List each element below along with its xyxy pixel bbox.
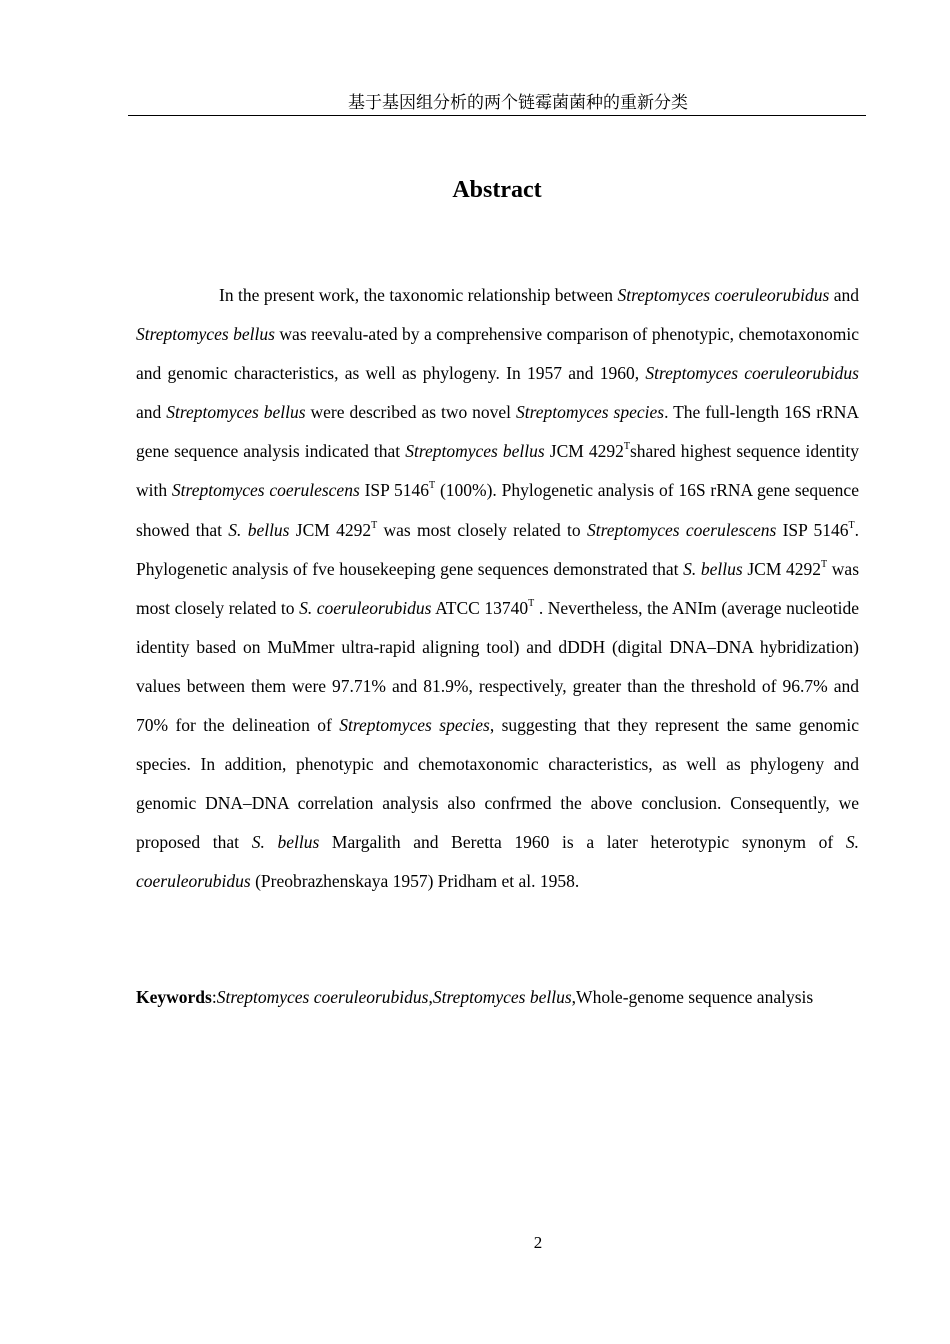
abstract-text: JCM 4292 (289, 519, 372, 540)
species-name: S. coeruleorubidus (299, 597, 432, 618)
running-header (128, 91, 866, 116)
abstract-text: ATCC 13740 (431, 597, 529, 618)
type-strain-superscript: T (821, 558, 828, 570)
running-title: 基于基因组分析的两个链霉菌菌种的重新分类 (348, 93, 688, 113)
type-strain-superscript: T (528, 597, 535, 609)
species-name: Streptomyces bellus (405, 441, 545, 462)
abstract-text: ISP 5146 (776, 519, 849, 540)
species-name: Streptomyces species (339, 715, 490, 736)
abstract-text: shared highest sequence identity with (136, 441, 859, 501)
abstract-text: (Preobrazhenskaya 1957) Pridham et al. 1958. (250, 871, 580, 892)
keywords-colon: : (211, 987, 217, 1007)
type-strain-superscript: T (848, 519, 855, 531)
keyword-item: ,Whole-genome sequence analysis (571, 987, 814, 1007)
abstract-text: In the present work, the taxonomic relationship between (219, 285, 618, 305)
species-name: S. bellus (251, 832, 320, 853)
abstract-text: . Nevertheless, the ANIm (average nucleotide identity based on MuMmer ultra-rapid aligning tool) and dDDH (digital DNA–DNA hybridization) values between them were 97.71% and 81.9%, respectively, greater than the threshold of 96.7% and 70% for the delineation of (136, 597, 859, 736)
species-name: Streptomyces bellus (136, 324, 275, 345)
keywords-label: Keywords (136, 987, 212, 1007)
abstract-text: was reevalu-ated by a comprehensive comparison of phenotypic, chemotaxonomic and genomic characteristics, as well as phylogeny. In 1957 and 1960, (136, 324, 859, 384)
abstract-text: and (136, 402, 167, 423)
abstract-text: ISP 5146 (359, 480, 430, 501)
species-name: Streptomyces coeruleorubidus (617, 285, 830, 305)
page-number: 2 (533, 1233, 543, 1252)
species-name: S. bellus (228, 519, 290, 540)
type-strain-superscript: T (623, 441, 630, 453)
keyword-item: Streptomyces coeruleorubidus (216, 987, 429, 1007)
species-name: Streptomyces species (515, 402, 665, 423)
species-name: S. bellus (683, 558, 743, 579)
type-strain-superscript: T (371, 519, 378, 531)
keywords-line (136, 978, 859, 1017)
species-name: S. coeruleorubidus (136, 832, 859, 892)
abstract-paragraph (136, 276, 859, 902)
abstract-text: were described as two novel (305, 402, 516, 423)
keyword-item: Streptomyces bellus (432, 987, 572, 1007)
abstract-text: (100%). Phylogenetic analysis of 16S rRNA gene sequence showed that (136, 480, 859, 540)
abstract-text: JCM 4292 (544, 441, 624, 462)
abstract-text: . Phylogenetic analysis of fve housekeeping gene sequences demonstrated that (136, 519, 859, 579)
abstract-text: and (829, 285, 859, 305)
type-strain-superscript: T (429, 480, 436, 492)
abstract-text: , suggesting that they represent the same genomic species. In addition, phenotypic and chemotaxonomic characteristics, as well as phylogeny and genomic DNA–DNA correlation analysis also confrmed the above conclusion. Consequently, we proposed that (136, 715, 859, 853)
page-title: Abstract (452, 177, 542, 203)
species-name: Streptomyces coeruleorubidus (645, 363, 859, 384)
keyword-separator: , (428, 987, 433, 1007)
abstract-text: was most closely related to (377, 519, 587, 540)
abstract-text: JCM 4292 (742, 558, 822, 579)
species-name: Streptomyces coerulescens (586, 519, 777, 540)
species-name: Streptomyces coerulescens (171, 480, 360, 501)
abstract-text: . The full-length 16S rRNA gene sequence analysis indicated that (136, 402, 859, 462)
abstract-text: Margalith and Beretta 1960 is a later heterotypic synonym of (319, 832, 846, 853)
species-name: Streptomyces bellus (166, 402, 306, 423)
abstract-text: was most closely related to (136, 558, 860, 618)
